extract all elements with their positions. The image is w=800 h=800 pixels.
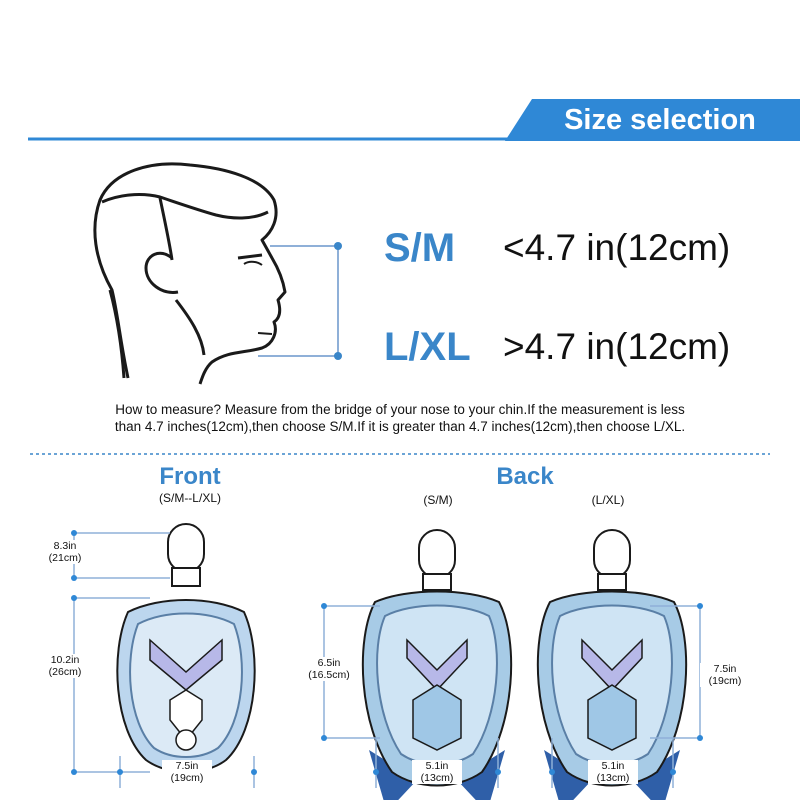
back-lxl-height-in: 7.5in bbox=[713, 663, 737, 675]
front-width-dim bbox=[162, 760, 212, 784]
back-sm-height-cm: (16.5cm) bbox=[308, 669, 350, 681]
front-subtitle: (S/M--L/XL) bbox=[158, 491, 221, 505]
front-height-in: 10.2in bbox=[50, 654, 80, 666]
front-width-cm: (19cm) bbox=[170, 772, 204, 784]
front-tube-in: 8.3in bbox=[53, 540, 77, 552]
back-sm-label: (S/M) bbox=[423, 493, 453, 507]
back-sm-width-cm: (13cm) bbox=[420, 772, 454, 784]
back-sm-height-dim bbox=[299, 657, 359, 681]
back-lxl-height-dim bbox=[700, 663, 750, 687]
back-lxl-width-in: 5.1in bbox=[601, 760, 625, 772]
front-height-dim bbox=[40, 654, 90, 678]
size-value-lxl: >4.7 in(12cm) bbox=[503, 326, 731, 367]
front-tube-dim bbox=[40, 540, 90, 564]
back-sm-height-in: 6.5in bbox=[317, 657, 341, 669]
front-height-cm: (26cm) bbox=[48, 666, 82, 678]
front-tube-cm: (21cm) bbox=[48, 552, 82, 564]
size-label-sm: S/M bbox=[384, 226, 456, 270]
front-width-in: 7.5in bbox=[175, 760, 199, 772]
front-mask-icon bbox=[117, 524, 254, 772]
front-title: Front bbox=[159, 463, 221, 490]
back-lxl-label: (L/XL) bbox=[591, 493, 625, 507]
back-lxl-height-cm: (19cm) bbox=[708, 675, 742, 687]
instructions-line-2: than 4.7 inches(12cm),then choose S/M.If it is greater than 4.7 inches(12cm),then choose L/XL. bbox=[114, 419, 686, 434]
back-sm-width-in: 5.1in bbox=[425, 760, 449, 772]
back-lxl-width-dim bbox=[588, 760, 638, 784]
header-title: Size selection bbox=[564, 104, 756, 136]
size-label-lxl: L/XL bbox=[384, 325, 471, 369]
back-title: Back bbox=[496, 463, 554, 490]
instructions-line-1: How to measure? Measure from the bridge of your nose to your chin.If the measurement is less bbox=[115, 402, 685, 417]
back-sm-width-dim bbox=[412, 760, 462, 784]
size-value-sm: <4.7 in(12cm) bbox=[503, 227, 731, 268]
back-lxl-width-cm: (13cm) bbox=[596, 772, 630, 784]
